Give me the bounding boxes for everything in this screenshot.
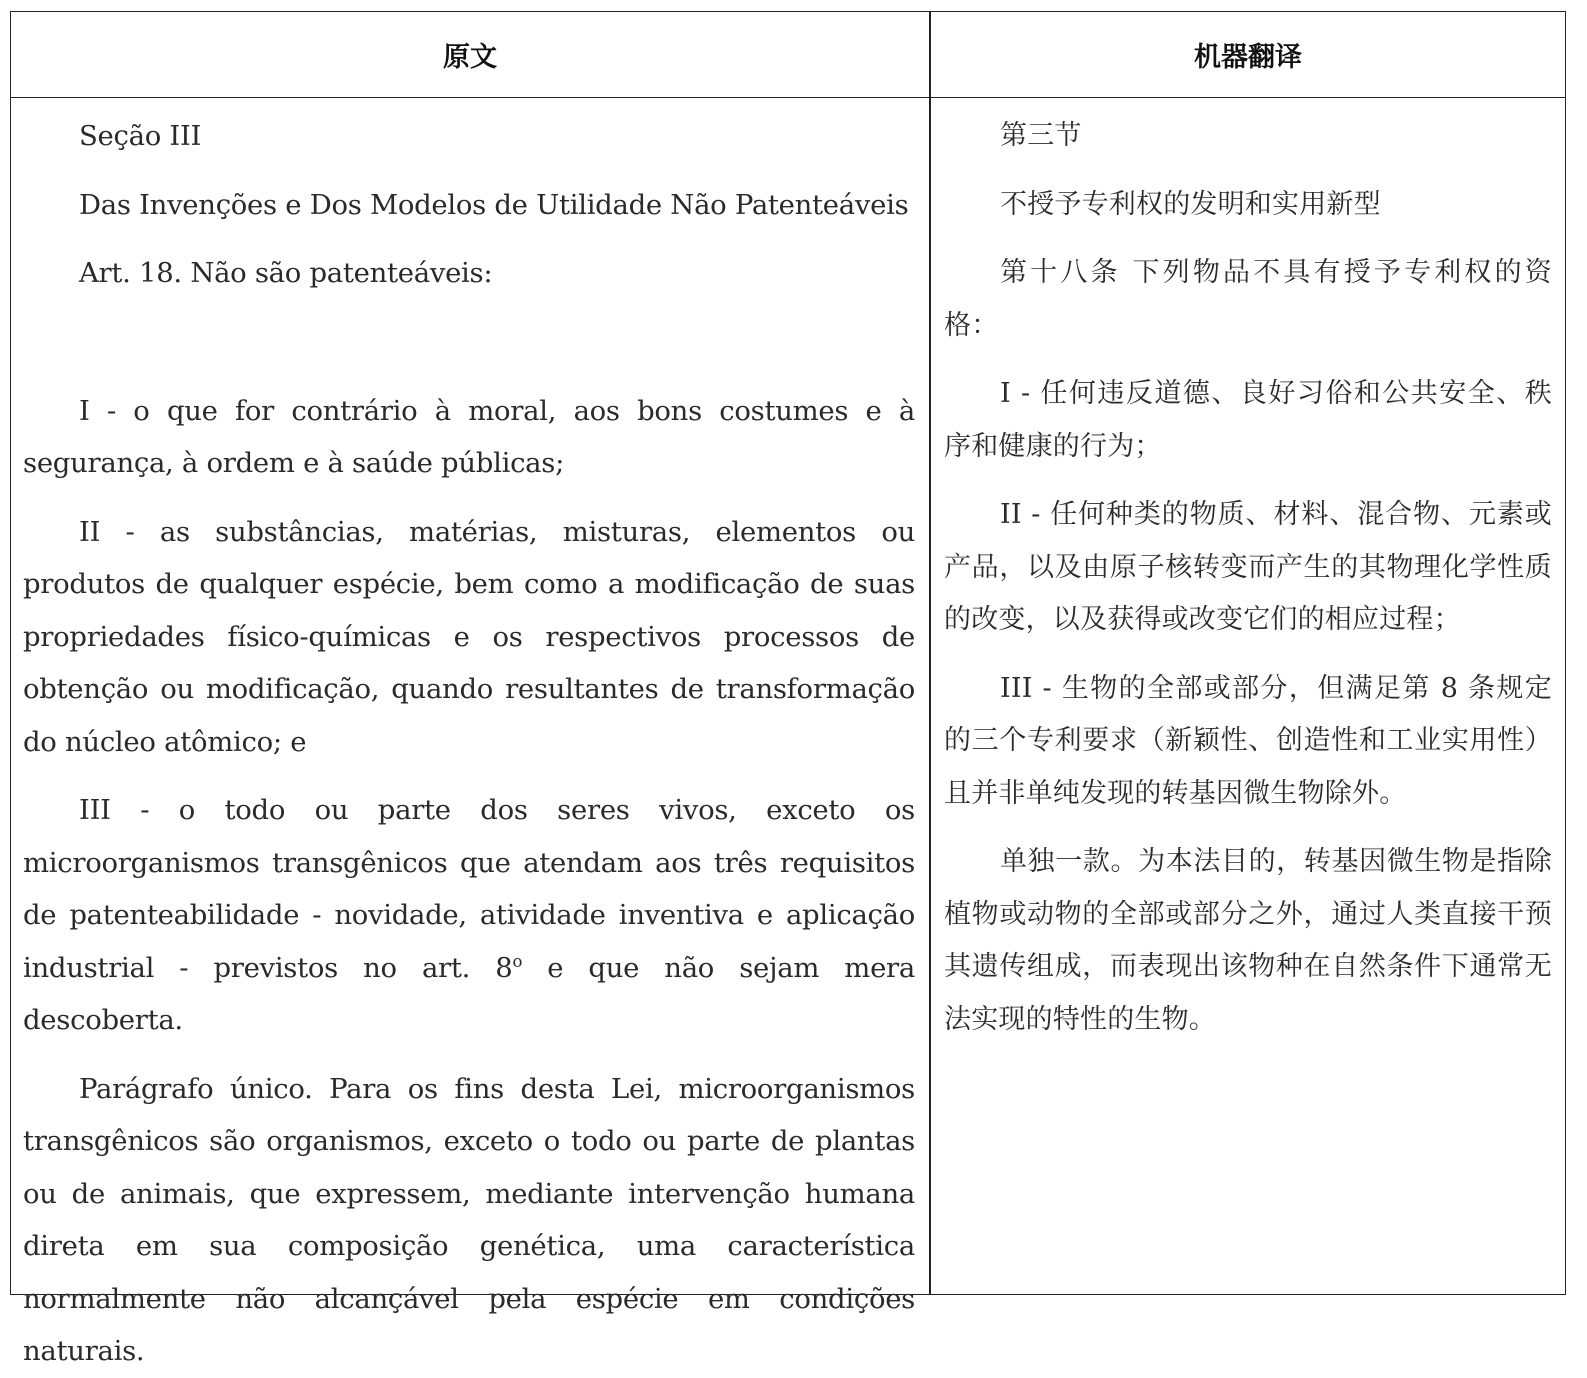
original-sole-paragraph: Parágrafo único. Para os fins desta Lei, microorganismos transgênicos são organismos, exceto o todo ou parte de plantas ou de animais, que expressem, mediante intervenção humana direta em sua composição genética, uma característica normalmente não alcançável pela espécie em condições naturais. (23, 1072, 915, 1367)
original-section-title: Seção III (79, 120, 202, 152)
ordinal-indicator: o (512, 951, 523, 971)
translation-section-heading: 不授予专利权的发明和实用新型 (1000, 188, 1381, 220)
original-article-intro: Art. 18. Não são patenteáveis: (79, 257, 493, 289)
translation-section-title: 第三节 (1000, 120, 1082, 151)
translation-item-i: I - 任何违反道德、良好习俗和公共安全、秩序和健康的行为； (944, 378, 1552, 462)
original-item-ii: II - as substâncias, matérias, misturas, elementos ou produtos de qualquer espécie, bem como a modificação de suas propriedades físico-químicas e os respectivos processos de obtenção ou modificação, quando resultantes de transformação do núcleo atômico; e (23, 515, 915, 758)
header-translation: 机器翻译 (1194, 41, 1302, 73)
header-original: 原文 (443, 41, 497, 73)
translation-sole-paragraph: 单独一款。为本法目的，转基因微生物是指除植物或动物的全部或部分之外，通过人类直接干预其遗传组成，而表现出该物种在自然条件下通常无法实现的特性的生物。 (944, 846, 1552, 1035)
comparison-table (10, 11, 1566, 1367)
original-item-i: I - o que for contrário à moral, aos bons costumes e à segurança, à ordem e à saúde públicas; (23, 394, 915, 479)
translation-item-iii: III - 生物的全部或部分，但满足第 8 条规定的三个专利要求（新颖性、创造性和工业实用性）且并非单纯发现的转基因微生物除外。 (944, 672, 1552, 809)
translation-item-ii: II - 任何种类的物质、材料、混合物、元素或产品，以及由原子核转变而产生的其物理化学性质的改变，以及获得或改变它们的相应过程； (944, 499, 1552, 635)
translation-text-cell (944, 110, 1552, 1046)
column-divider (929, 12, 931, 1294)
original-section-heading: Das Invenções e Dos Modelos de Utilidade Não Patenteáveis (79, 188, 909, 221)
table-header-row (11, 12, 1565, 98)
original-item-iii-text: III - o todo ou parte dos seres vivos, exceto os microorganismos transgênicos que atendam aos três requisitos de patenteabilidade - novidade, atividade inventiva e aplicação industrial - previstos no art. 8 (23, 794, 915, 984)
original-item-iii-tail: e que não sejam mera descoberta. (23, 951, 915, 1036)
original-item-iii (23, 784, 915, 1047)
original-text-cell (23, 110, 915, 1378)
translation-article-intro: 第十八条 下列物品不具有授予专利权的资格： (944, 257, 1552, 341)
